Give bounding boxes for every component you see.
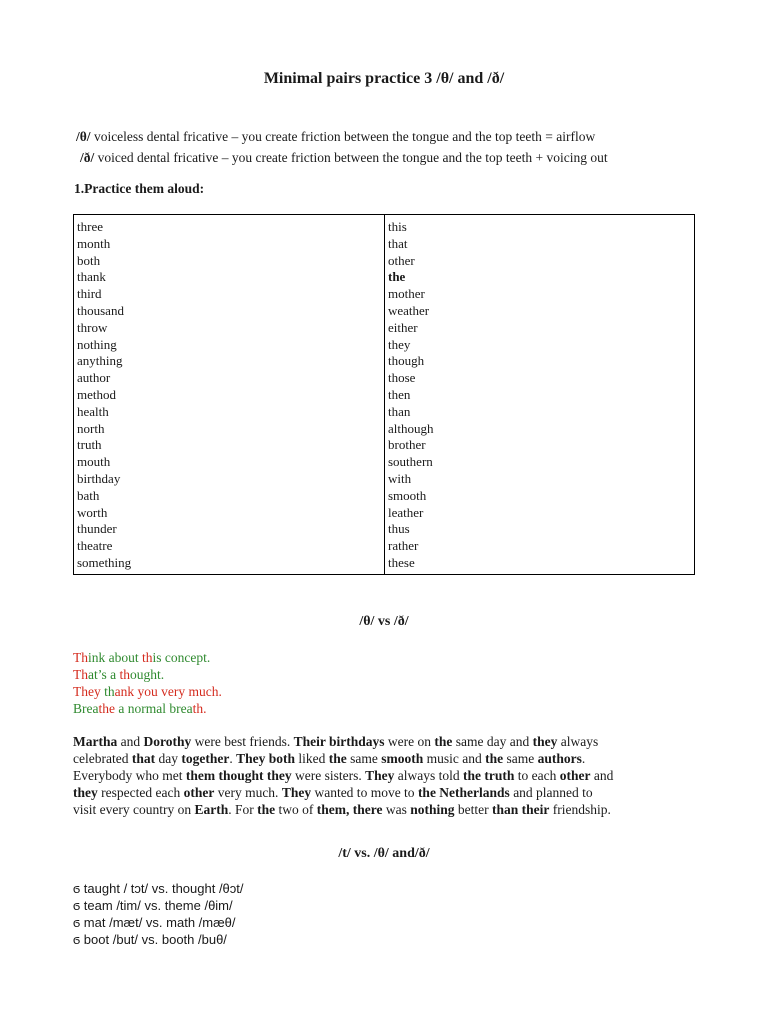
story-bold-segment: Martha (73, 734, 118, 749)
theta-word: north (77, 420, 105, 436)
theta-word: throw (77, 319, 108, 335)
eth-word: those (388, 370, 416, 386)
story-segment: visit every country on (73, 802, 195, 817)
eth-word: the (388, 269, 406, 285)
theta-word: thousand (77, 302, 124, 318)
eth-word: rather (388, 538, 419, 554)
eth-word: this (388, 219, 407, 234)
story-segment: were best friends. (191, 734, 294, 749)
story-segment: very much. (214, 785, 282, 800)
example-segment: is concept. (152, 650, 211, 665)
story-bold-segment: authors (537, 751, 582, 766)
theta-word: theatre (77, 538, 113, 554)
story-segment: were sisters. (291, 768, 366, 783)
section-heading-pairs: /t/ vs. /θ/ and/ð/ (338, 846, 430, 861)
story-bold-segment: together (181, 751, 230, 766)
theta-word: month (77, 235, 111, 251)
theta-word: worth (77, 504, 108, 520)
eth-word: with (388, 470, 412, 486)
story-segment: . (229, 751, 237, 766)
story-bold-segment: Earth (194, 802, 229, 817)
eth-word: thus (388, 521, 410, 537)
eth-symbol: /ð/ (80, 150, 95, 165)
story-line (73, 801, 703, 818)
minimal-pair-item: ϭ taught / tɔt/ vs. thought /θɔt/ (73, 881, 244, 896)
example-segment: ey (88, 684, 105, 699)
story-segment: were on (384, 734, 435, 749)
story-segment: and planned to (509, 785, 593, 800)
example-segment: a normal brea (114, 701, 193, 716)
story-segment: same (503, 751, 538, 766)
eth-word: they (388, 336, 411, 352)
eth-word: brother (388, 437, 426, 453)
eth-word: other (388, 252, 415, 268)
eth-word: weather (388, 302, 430, 318)
story-bold-segment: them thought they (185, 768, 292, 783)
definition-theta (76, 126, 756, 147)
story-bold-segment: They (365, 768, 395, 783)
eth-word: leather (388, 504, 424, 520)
minimal-pair-item: ϭ mat /mæt/ vs. math /mæθ/ (73, 915, 236, 930)
eth-word: either (388, 319, 418, 335)
story-line (73, 750, 703, 767)
eth-word: mother (388, 286, 425, 302)
story-segment: celebrated (73, 751, 132, 766)
theta-word: thank (77, 269, 106, 285)
eth-description: voiced dental fricative – you create friction between the tongue and the top teeth + voicing out (94, 150, 608, 165)
story-bold-segment: that (131, 751, 156, 766)
example-segment: at’s a (88, 667, 120, 682)
section-heading-practice: 1.Practice them aloud: (74, 181, 205, 196)
story-segment: . For (228, 802, 258, 817)
theta-word: third (77, 286, 102, 302)
story-segment: was (382, 802, 411, 817)
story-segment: Everybody who met (73, 768, 186, 783)
story-segment: friendship. (549, 802, 611, 817)
story-bold-segment: than their (492, 802, 550, 817)
story-bold-segment: the (434, 734, 453, 749)
story-segment: better (454, 802, 492, 817)
story-segment: and (590, 768, 614, 783)
theta-word: anything (77, 353, 123, 369)
story-bold-segment: smooth (381, 751, 424, 766)
story-line (73, 784, 703, 801)
story-segment: respected each (97, 785, 184, 800)
minimal-pair-item: ϭ team /tim/ vs. theme /θim/ (73, 898, 233, 913)
story-bold-segment: Dorothy (143, 734, 192, 749)
story-line (73, 733, 703, 750)
example-segment: th (142, 650, 153, 665)
story-bold-segment: they (532, 734, 558, 749)
minimal-pair-item: ϭ boot /but/ vs. booth /buθ/ (73, 932, 227, 947)
story-segment: always told (394, 768, 463, 783)
example-sentence (73, 649, 222, 666)
theta-symbol: /θ/ (76, 129, 91, 144)
theta-word: truth (77, 437, 102, 453)
eth-word-column (385, 215, 694, 574)
story-bold-segment: They (281, 785, 312, 800)
story-bold-segment: Their birthdays (293, 734, 385, 749)
story-segment: two of (275, 802, 317, 817)
story-segment: same day and (452, 734, 533, 749)
story-bold-segment: nothing (410, 802, 455, 817)
story-bold-segment: they (73, 785, 98, 800)
story-bold-segment: the (257, 802, 276, 817)
theta-word: something (77, 554, 132, 570)
eth-word: southern (388, 454, 433, 470)
story-bold-segment: the Netherlands (417, 785, 510, 800)
eth-word: though (388, 353, 425, 369)
eth-word: that (388, 235, 408, 251)
story-segment: same (346, 751, 382, 766)
story-bold-segment: other (559, 768, 591, 783)
theta-word: both (77, 252, 101, 268)
word-table (73, 214, 695, 575)
theta-description: voiceless dental fricative – you create friction between the tongue and the top teeth = airflow (90, 129, 596, 144)
example-sentence (73, 666, 222, 683)
example-segment: th (119, 667, 131, 682)
minimal-pairs-list (73, 880, 244, 948)
example-sentences (73, 649, 222, 717)
theta-word: mouth (77, 454, 111, 470)
story-segment: day (155, 751, 182, 766)
story-bold-segment: the (485, 751, 504, 766)
theta-word: three (77, 219, 103, 234)
example-sentence (73, 700, 222, 717)
eth-word: although (388, 420, 434, 436)
theta-word: method (77, 386, 116, 402)
theta-word: bath (77, 487, 100, 503)
story-segment: always (557, 734, 599, 749)
eth-word: these (388, 554, 415, 570)
story-segment: to each (514, 768, 560, 783)
theta-word: author (77, 370, 111, 386)
eth-word: smooth (388, 487, 427, 503)
example-segment: Th (73, 650, 88, 665)
story-segment: liked (294, 751, 329, 766)
theta-word: birthday (77, 470, 121, 486)
example-segment: ought. (130, 667, 165, 682)
story-bold-segment: them, there (316, 802, 383, 817)
example-segment: Th (73, 684, 88, 699)
story-bold-segment: They both (236, 751, 295, 766)
example-segment: th. (192, 701, 207, 716)
section-heading-vs: /θ/ vs /ð/ (359, 614, 409, 629)
story-segment: and (117, 734, 144, 749)
example-segment: Brea (73, 701, 99, 716)
example-segment: th (104, 684, 115, 699)
definitions (76, 126, 756, 168)
theta-word-column (74, 215, 385, 574)
story-bold-segment: other (183, 785, 215, 800)
example-segment: ank you very much. (114, 684, 222, 699)
theta-word: health (77, 403, 109, 419)
story-bold-segment: the (328, 751, 347, 766)
definition-eth (76, 147, 756, 168)
eth-word: then (388, 386, 411, 402)
story-line (73, 767, 703, 784)
story-paragraph (73, 733, 703, 818)
example-sentence (73, 683, 222, 700)
example-segment: ink about (88, 650, 142, 665)
story-segment: . (581, 751, 586, 766)
theta-word: thunder (77, 521, 117, 537)
example-segment: the (98, 701, 115, 716)
page-title: Minimal pairs practice 3 /θ/ and /ð/ (263, 70, 505, 87)
story-bold-segment: the truth (463, 768, 515, 783)
story-segment: music and (423, 751, 486, 766)
story-segment: wanted to move to (311, 785, 418, 800)
eth-word: than (388, 403, 411, 419)
theta-word: nothing (77, 336, 117, 352)
example-segment: Th (73, 667, 88, 682)
